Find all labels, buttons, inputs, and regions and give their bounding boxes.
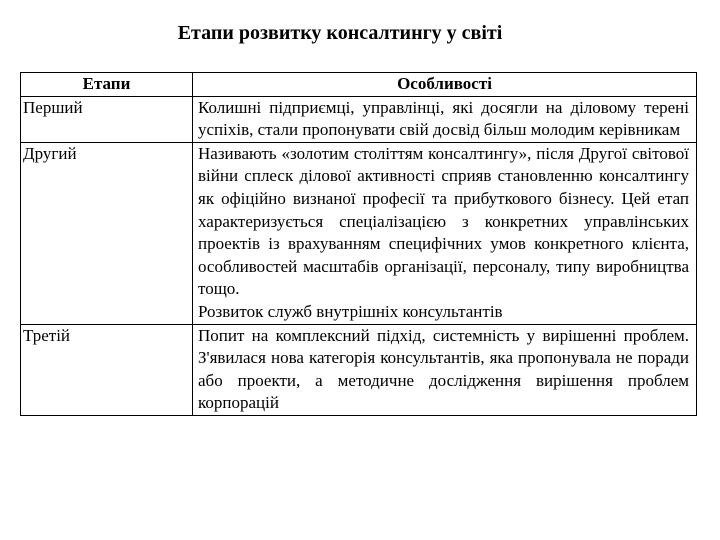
table-row	[21, 96, 697, 142]
feature-cell: Попит на комплексний підхід, системність у вирішенні проблем. З'явилася нова категорія консультантів, яка пропонувала не поради або проекти, а методичне дослідження вирішення проблем корпорацій	[193, 324, 697, 415]
stage-cell: Другий	[21, 142, 193, 301]
table-row	[21, 142, 697, 301]
header-stages: Етапи	[21, 73, 193, 97]
table-header-row	[21, 73, 697, 97]
stage-cell	[21, 301, 193, 324]
header-features: Особливості	[193, 73, 697, 97]
feature-cell: Розвиток служб внутрішніх консультантів	[193, 301, 697, 324]
feature-cell: Називають «золотим століттям консалтингу», після Другої світової війни сплеск ділової активності сприяв становленню консалтингу як офіційно визнаної професії та прибуткового бізнесу. Цей етап характеризується спеціалізацією з конкретних управлінських проектів із врахуванням специфічних умов конкретного клієнта, особливостей масштабів організації, персоналу, типу виробництва тощо.	[193, 142, 697, 301]
document-title: Етапи розвитку консалтингу у світі	[177, 22, 503, 44]
table-row	[21, 324, 697, 415]
stage-cell: Третій	[21, 324, 193, 415]
table-row	[21, 301, 697, 324]
stage-cell: Перший	[21, 96, 193, 142]
stages-table	[20, 72, 697, 416]
feature-cell: Колишні підприємці, управлінці, які досягли на діловому терені успіхів, стали пропонувати свій досвід більш молодим керівникам	[193, 96, 697, 142]
